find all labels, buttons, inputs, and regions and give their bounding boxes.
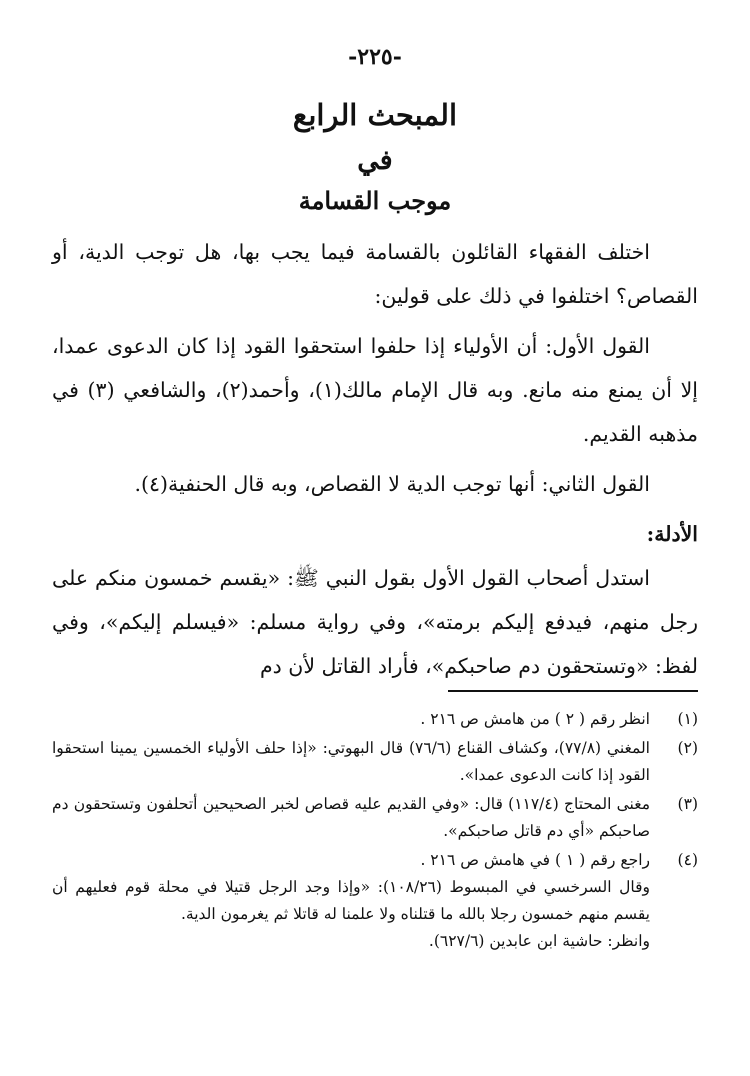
- main-text: [52, 230, 698, 694]
- footnote-line: وانظر: حاشية ابن عابدين (٦٢٧/٦).: [428, 932, 650, 950]
- section-heading-connector: في: [357, 145, 393, 176]
- footnote-number: (٤): [677, 851, 698, 869]
- footnote: [52, 735, 698, 789]
- footnote-line: راجع رقم ( ١ ) في هامش ص ٢١٦ .: [420, 851, 650, 869]
- footnote: [52, 847, 698, 955]
- paragraph-first-opinion: القول الأول: أن الأولياء إذا حلفوا استحقوا القود إذا كان الدعوى عمدا، إلا أن يمنع منه مانع. وبه قال الإمام مالك(١)، وأحمد(٢)، والشافعي (٣) في مذهبه القديم.: [52, 334, 699, 446]
- footnotes: [52, 706, 698, 957]
- footnote-text: [52, 791, 650, 845]
- footnote-number: (١): [677, 710, 698, 728]
- footnote-line: المغني (٧٧/٨)، وكشاف القناع (٧٦/٦) قال البهوتي: «إذا حلف الأولياء الخمسين يمينا استحقوا القود إذا كانت الدعوى عمدا».: [52, 739, 650, 784]
- footnote-line: انظر رقم ( ٢ ) من هامش ص ٢١٦ .: [420, 710, 650, 728]
- paragraph-evidence: استدل أصحاب القول الأول بقول النبي ﷺ: «يقسم خمسون منكم على رجل منهم، فيدفع إليكم برمته»، وفي رواية مسلم: «فيسلم إليكم»، وفي لفظ: «وتستحقون دم صاحبكم»، فأراد القاتل لأن دم: [52, 566, 698, 678]
- footnote-separator: [448, 690, 698, 692]
- footnote-text: [52, 847, 650, 955]
- footnote-text: [52, 735, 650, 789]
- footnote-number: (٢): [677, 739, 698, 757]
- footnote-text: [52, 706, 650, 733]
- paragraph-intro: اختلف الفقهاء القائلون بالقسامة فيما يجب بها، هل توجب الدية، أو القصاص؟ اختلفوا في ذلك على قولين:: [52, 240, 698, 308]
- paragraph-second-opinion: القول الثاني: أنها توجب الدية لا القصاص، وبه قال الحنفية(٤).: [134, 472, 650, 496]
- section-subheading: موجب القسامة: [298, 186, 452, 215]
- evidence-title: الأدلة:: [646, 522, 698, 546]
- footnote: [52, 706, 698, 733]
- page-number: -٢٢٥-: [348, 44, 402, 70]
- footnote-line: وقال السرخسي في المبسوط (١٠٨/٢٦): «وإذا وجد الرجل قتيلا في محلة قوم فعليهم أن يقسم منهم خمسون رجلا بالله ما قتلناه ولا علمنا له قاتلا ثم يغرمون الدية.: [52, 878, 650, 923]
- footnote-number: (٣): [677, 795, 698, 813]
- footnote-line: مغنى المحتاج (١١٧/٤) قال: «وفي القديم عليه قصاص لخبر الصحيحين أتحلفون وتستحقون دم صاحبكم «أي دم قاتل صاحبكم».: [52, 795, 650, 840]
- section-heading: المبحث الرابع: [292, 98, 458, 132]
- footnote: [52, 791, 698, 845]
